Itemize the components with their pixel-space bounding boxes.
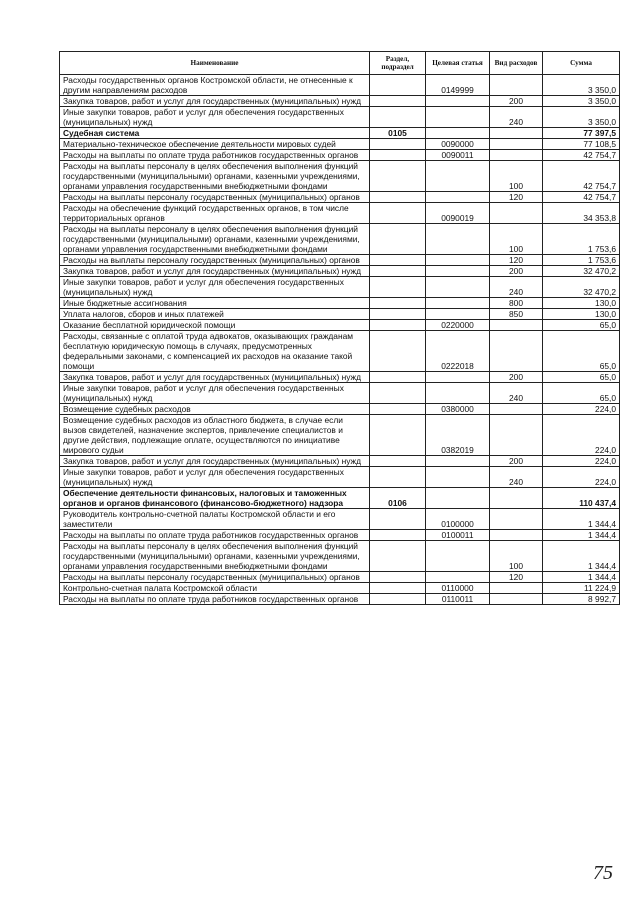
cell-name: Возмещение судебных расходов из областного бюджета, в случае если вызов свидетелей, назначение экспертов, привлечение специалистов и другие действия, подлежащие оплате, осуществляются по инициативе мирового судьи [60, 415, 370, 456]
cell-kind [490, 509, 543, 530]
cell-kind: 120 [490, 192, 543, 203]
header-target: Целевая статья [426, 52, 490, 75]
header-amount: Сумма [543, 52, 620, 75]
cell-target: 0382019 [426, 415, 490, 456]
cell-target [426, 255, 490, 266]
table-row [60, 383, 620, 404]
table-row [60, 161, 620, 192]
cell-section [370, 161, 426, 192]
cell-section [370, 150, 426, 161]
cell-amount: 1 753,6 [543, 255, 620, 266]
cell-target [426, 298, 490, 309]
table-row [60, 298, 620, 309]
cell-amount: 224,0 [543, 467, 620, 488]
cell-name: Расходы, связанные с оплатой труда адвокатов, оказывающих гражданам бесплатную юридическую помощь в случаях, предусмотренных федеральными законами, с компенсацией их расходов на оказание такой помощи [60, 331, 370, 372]
cell-section [370, 255, 426, 266]
cell-section [370, 277, 426, 298]
cell-kind: 120 [490, 255, 543, 266]
cell-kind [490, 320, 543, 331]
cell-name: Расходы государственных органов Костромской области, не отнесенные к другим направлениям расходов [60, 75, 370, 96]
page-number: 75 [593, 862, 613, 884]
cell-amount: 1 344,4 [543, 541, 620, 572]
cell-kind [490, 128, 543, 139]
cell-amount: 130,0 [543, 309, 620, 320]
cell-amount: 3 350,0 [543, 96, 620, 107]
cell-section [370, 266, 426, 277]
cell-section [370, 541, 426, 572]
cell-section [370, 530, 426, 541]
cell-kind: 240 [490, 383, 543, 404]
cell-amount: 110 437,4 [543, 488, 620, 509]
cell-name: Расходы на выплаты по оплате труда работников государственных органов [60, 150, 370, 161]
cell-target [426, 128, 490, 139]
cell-amount: 65,0 [543, 331, 620, 372]
cell-section [370, 383, 426, 404]
cell-kind [490, 488, 543, 509]
table-row [60, 583, 620, 594]
cell-name: Обеспечение деятельности финансовых, налоговых и таможенных органов и органов финансового (финансово-бюджетного) надзора [60, 488, 370, 509]
cell-name: Уплата налогов, сборов и иных платежей [60, 309, 370, 320]
table-row [60, 203, 620, 224]
cell-amount: 42 754,7 [543, 192, 620, 203]
cell-name: Закупка товаров, работ и услуг для государственных (муниципальных) нужд [60, 266, 370, 277]
table-row [60, 255, 620, 266]
cell-name: Расходы на выплаты по оплате труда работников государственных органов [60, 530, 370, 541]
cell-kind: 240 [490, 277, 543, 298]
cell-amount: 130,0 [543, 298, 620, 309]
cell-name: Расходы на выплаты персоналу в целях обеспечения выполнения функций государственными (муниципальными) органами, казенными учреждениями, органами управления государственными внебюджетными фондами [60, 161, 370, 192]
cell-target [426, 456, 490, 467]
cell-section [370, 75, 426, 96]
cell-name: Иные бюджетные ассигнования [60, 298, 370, 309]
cell-amount: 65,0 [543, 372, 620, 383]
cell-kind [490, 594, 543, 605]
cell-kind: 240 [490, 467, 543, 488]
cell-target [426, 224, 490, 255]
cell-amount: 224,0 [543, 456, 620, 467]
cell-name: Оказание бесплатной юридической помощи [60, 320, 370, 331]
cell-section [370, 509, 426, 530]
cell-kind: 200 [490, 266, 543, 277]
table-row [60, 372, 620, 383]
cell-section [370, 309, 426, 320]
cell-section [370, 572, 426, 583]
budget-table [59, 51, 620, 605]
cell-section [370, 298, 426, 309]
cell-section [370, 594, 426, 605]
cell-amount: 1 344,4 [543, 530, 620, 541]
cell-kind: 240 [490, 107, 543, 128]
table-row [60, 320, 620, 331]
table-row [60, 224, 620, 255]
cell-section [370, 456, 426, 467]
cell-section [370, 203, 426, 224]
cell-target [426, 541, 490, 572]
cell-name: Материально-техническое обеспечение деятельности мировых судей [60, 139, 370, 150]
cell-name: Расходы на выплаты персоналу государственных (муниципальных) органов [60, 255, 370, 266]
cell-amount: 1 344,4 [543, 509, 620, 530]
table-row [60, 309, 620, 320]
cell-section [370, 372, 426, 383]
cell-amount: 8 992,7 [543, 594, 620, 605]
cell-section [370, 107, 426, 128]
cell-section [370, 331, 426, 372]
cell-kind [490, 415, 543, 456]
table-row [60, 75, 620, 96]
cell-section: 0106 [370, 488, 426, 509]
table-row [60, 107, 620, 128]
cell-kind [490, 139, 543, 150]
table-row [60, 277, 620, 298]
cell-target: 0100000 [426, 509, 490, 530]
cell-section [370, 467, 426, 488]
table-row [60, 488, 620, 509]
cell-target: 0149999 [426, 75, 490, 96]
cell-section [370, 404, 426, 415]
table-row [60, 572, 620, 583]
table-row [60, 128, 620, 139]
table-row [60, 139, 620, 150]
cell-kind: 100 [490, 541, 543, 572]
cell-kind [490, 530, 543, 541]
cell-amount: 224,0 [543, 415, 620, 456]
table-row [60, 509, 620, 530]
cell-target: 0380000 [426, 404, 490, 415]
cell-amount: 77 397,5 [543, 128, 620, 139]
cell-section: 0105 [370, 128, 426, 139]
cell-name: Возмещение судебных расходов [60, 404, 370, 415]
cell-target: 0090019 [426, 203, 490, 224]
header-row [60, 52, 620, 75]
cell-kind [490, 203, 543, 224]
table-row [60, 150, 620, 161]
cell-name: Расходы на обеспечение функций государственных органов, в том числе территориальных органов [60, 203, 370, 224]
cell-name: Руководитель контрольно-счетной палаты Костромской области и его заместители [60, 509, 370, 530]
cell-amount: 77 108,5 [543, 139, 620, 150]
cell-target [426, 266, 490, 277]
cell-amount: 42 754,7 [543, 161, 620, 192]
cell-kind: 850 [490, 309, 543, 320]
cell-name: Судебная система [60, 128, 370, 139]
cell-amount: 1 344,4 [543, 572, 620, 583]
cell-target: 0090011 [426, 150, 490, 161]
cell-target [426, 572, 490, 583]
cell-target [426, 488, 490, 509]
cell-amount: 65,0 [543, 383, 620, 404]
table-row [60, 331, 620, 372]
cell-amount: 11 224,9 [543, 583, 620, 594]
table-body [60, 75, 620, 605]
table-row [60, 594, 620, 605]
cell-amount: 65,0 [543, 320, 620, 331]
cell-amount: 1 753,6 [543, 224, 620, 255]
cell-target: 0220000 [426, 320, 490, 331]
table-row [60, 192, 620, 203]
cell-section [370, 415, 426, 456]
cell-name: Расходы на выплаты персоналу в целях обеспечения выполнения функций государственными (муниципальными) органами, казенными учреждениями, органами управления государственными внебюджетными фондами [60, 541, 370, 572]
cell-name: Иные закупки товаров, работ и услуг для обеспечения государственных (муниципальных) нужд [60, 467, 370, 488]
cell-section [370, 320, 426, 331]
cell-target [426, 277, 490, 298]
cell-kind: 100 [490, 161, 543, 192]
cell-name: Иные закупки товаров, работ и услуг для обеспечения государственных (муниципальных) нужд [60, 277, 370, 298]
header-name: Наименование [60, 52, 370, 75]
cell-target [426, 467, 490, 488]
table-row [60, 96, 620, 107]
cell-kind: 200 [490, 372, 543, 383]
cell-target [426, 107, 490, 128]
cell-name: Расходы на выплаты персоналу в целях обеспечения выполнения функций государственными (муниципальными) органами, казенными учреждениями, органами управления государственными внебюджетными фондами [60, 224, 370, 255]
cell-name: Расходы на выплаты персоналу государственных (муниципальных) органов [60, 192, 370, 203]
cell-kind [490, 404, 543, 415]
cell-kind: 120 [490, 572, 543, 583]
table-row [60, 266, 620, 277]
header-kind: Вид расходов [490, 52, 543, 75]
cell-target: 0110011 [426, 594, 490, 605]
cell-target [426, 161, 490, 192]
cell-target: 0110000 [426, 583, 490, 594]
cell-target: 0090000 [426, 139, 490, 150]
cell-name: Иные закупки товаров, работ и услуг для обеспечения государственных (муниципальных) нужд [60, 107, 370, 128]
table-row [60, 530, 620, 541]
cell-amount: 3 350,0 [543, 75, 620, 96]
table-row [60, 415, 620, 456]
cell-target [426, 96, 490, 107]
cell-name: Иные закупки товаров, работ и услуг для обеспечения государственных (муниципальных) нужд [60, 383, 370, 404]
cell-amount: 34 353,8 [543, 203, 620, 224]
cell-kind: 200 [490, 96, 543, 107]
cell-kind [490, 150, 543, 161]
table-row [60, 541, 620, 572]
table-row [60, 456, 620, 467]
cell-kind [490, 331, 543, 372]
cell-kind: 200 [490, 456, 543, 467]
table-row [60, 404, 620, 415]
cell-target: 0100011 [426, 530, 490, 541]
cell-section [370, 139, 426, 150]
table-row [60, 467, 620, 488]
cell-amount: 42 754,7 [543, 150, 620, 161]
cell-kind: 800 [490, 298, 543, 309]
cell-target [426, 383, 490, 404]
cell-target: 0222018 [426, 331, 490, 372]
cell-kind [490, 583, 543, 594]
cell-kind: 100 [490, 224, 543, 255]
cell-name: Закупка товаров, работ и услуг для государственных (муниципальных) нужд [60, 456, 370, 467]
cell-section [370, 583, 426, 594]
cell-section [370, 96, 426, 107]
cell-kind [490, 75, 543, 96]
cell-section [370, 224, 426, 255]
cell-name: Расходы на выплаты персоналу государственных (муниципальных) органов [60, 572, 370, 583]
header-section: Раздел, подраздел [370, 52, 426, 75]
cell-section [370, 192, 426, 203]
cell-name: Закупка товаров, работ и услуг для государственных (муниципальных) нужд [60, 96, 370, 107]
cell-amount: 3 350,0 [543, 107, 620, 128]
cell-name: Закупка товаров, работ и услуг для государственных (муниципальных) нужд [60, 372, 370, 383]
cell-target [426, 192, 490, 203]
cell-amount: 32 470,2 [543, 266, 620, 277]
cell-name: Расходы на выплаты по оплате труда работников государственных органов [60, 594, 370, 605]
cell-name: Контрольно-счетная палата Костромской области [60, 583, 370, 594]
cell-amount: 224,0 [543, 404, 620, 415]
cell-target [426, 309, 490, 320]
cell-target [426, 372, 490, 383]
cell-amount: 32 470,2 [543, 277, 620, 298]
